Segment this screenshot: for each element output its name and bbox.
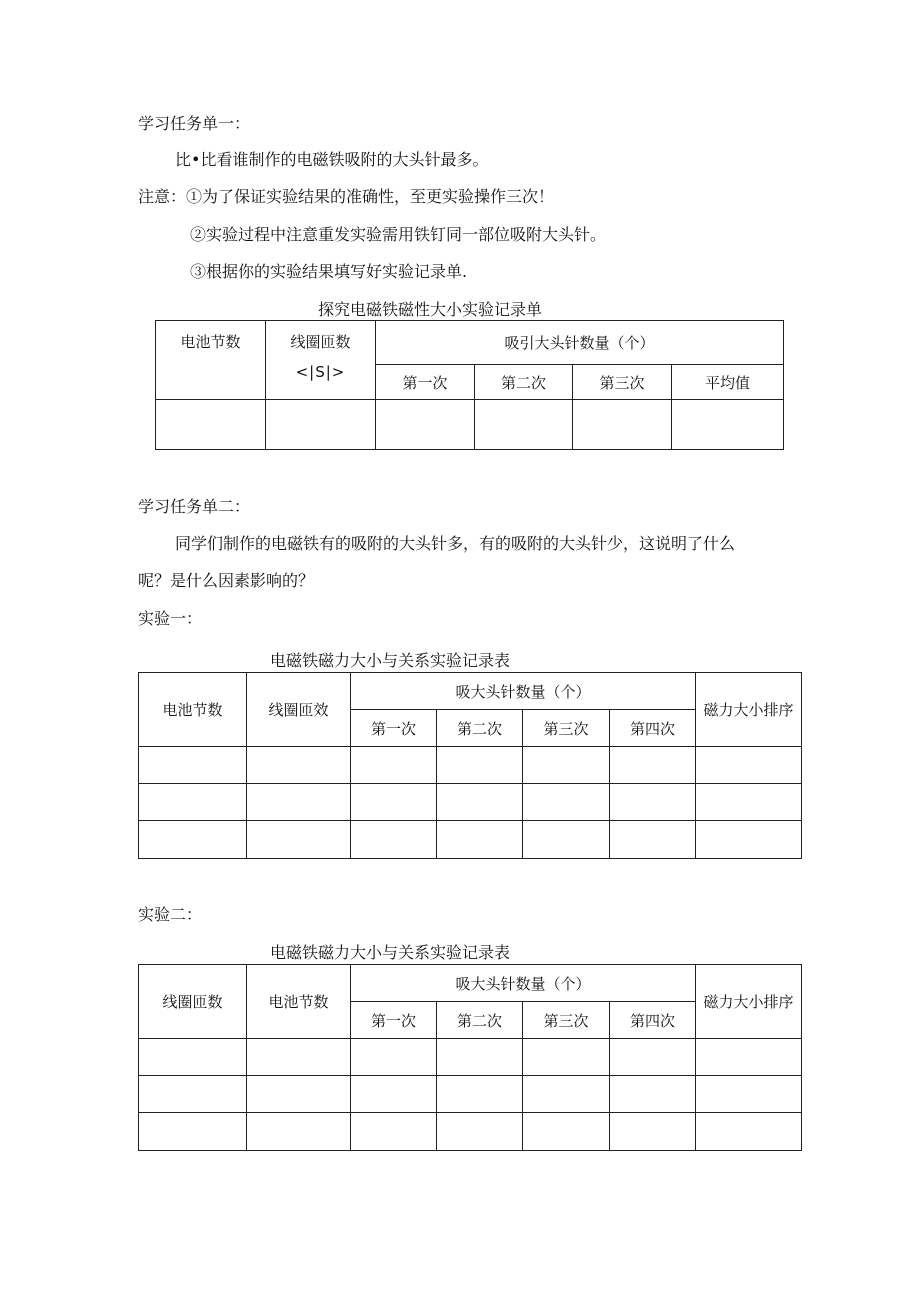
- task1-intro: 比•比看谁制作的电磁铁吸附的大头针最多。: [175, 150, 489, 169]
- table-cell[interactable]: [475, 400, 573, 450]
- trial-4-header: 第四次: [610, 710, 696, 747]
- table-cell[interactable]: [139, 784, 247, 821]
- table-cell[interactable]: [696, 1113, 802, 1151]
- col-coil-turns: 线圈匝数: [139, 965, 247, 1039]
- table-cell[interactable]: [247, 821, 351, 859]
- table-row: [139, 1076, 802, 1113]
- table-cell[interactable]: [351, 821, 437, 859]
- table-cell[interactable]: [610, 1076, 696, 1113]
- exp2-label: 实验二：: [138, 905, 203, 924]
- table-cell[interactable]: [696, 784, 802, 821]
- average-header: 平均值: [672, 365, 784, 400]
- table-cell[interactable]: [672, 400, 784, 450]
- trial-3-header: 第三次: [523, 1002, 610, 1039]
- col-coil-unit: <|S|>: [295, 363, 346, 381]
- task2-question-line1: 同学们制作的电磁铁有的吸附的大头针多，有的吸附的大头针少，这说明了什么: [175, 534, 736, 553]
- table-cell[interactable]: [266, 400, 376, 450]
- table-row: [139, 747, 802, 784]
- task1-heading: 学习任务单一：: [138, 114, 251, 133]
- task1-note-2: ②实验过程中注意重发实验需用铁钉同一部位吸附大头针。: [190, 225, 607, 244]
- col-coil-label: 线圈匝数: [290, 333, 351, 351]
- table3-caption: 电磁铁磁力大小与关系实验记录表: [270, 943, 511, 962]
- table-cell[interactable]: [523, 1113, 610, 1151]
- table-cell[interactable]: [610, 821, 696, 859]
- table-cell[interactable]: [247, 1076, 351, 1113]
- table-row: [156, 400, 784, 450]
- table-row: [139, 821, 802, 859]
- table-cell[interactable]: [139, 1113, 247, 1151]
- table-row: [139, 1039, 802, 1076]
- col-pins-attracted: 吸大头针数量（个）: [351, 965, 696, 1002]
- table-cell[interactable]: [696, 821, 802, 859]
- record-table-2: [138, 672, 802, 859]
- table-cell[interactable]: [437, 1113, 523, 1151]
- col-pins-attracted: 吸引大头针数量（个）: [376, 321, 784, 365]
- table-cell[interactable]: [437, 784, 523, 821]
- table-cell[interactable]: [437, 1039, 523, 1076]
- table2-caption: 电磁铁磁力大小与关系实验记录表: [270, 651, 511, 670]
- table-cell[interactable]: [156, 400, 266, 450]
- trial-1-header: 第一次: [351, 710, 437, 747]
- col-pins-attracted: 吸大头针数量（个）: [351, 673, 696, 710]
- table-cell[interactable]: [139, 1039, 247, 1076]
- col-magnet-strength-rank: 磁力大小排序: [696, 673, 802, 747]
- table-cell[interactable]: [247, 1039, 351, 1076]
- table-cell[interactable]: [610, 1113, 696, 1151]
- table-cell[interactable]: [351, 1113, 437, 1151]
- table-cell[interactable]: [523, 821, 610, 859]
- col-coil-turns: 线圈匝效: [247, 673, 351, 747]
- task1-note-3: ③根据你的实验结果填写好实验记录单.: [190, 262, 468, 281]
- table-cell[interactable]: [610, 1039, 696, 1076]
- col-battery-count: 电池节数: [156, 321, 266, 400]
- table-cell[interactable]: [610, 747, 696, 784]
- trial-2-header: 第二次: [437, 1002, 523, 1039]
- note-label: 注意：: [138, 187, 187, 206]
- table-cell[interactable]: [437, 747, 523, 784]
- table-cell[interactable]: [696, 747, 802, 784]
- table-cell[interactable]: [139, 747, 247, 784]
- table-cell[interactable]: [573, 400, 672, 450]
- table-cell[interactable]: [523, 784, 610, 821]
- record-table-3: [138, 964, 802, 1151]
- task1-note-1: [138, 186, 554, 208]
- table-cell[interactable]: [376, 400, 475, 450]
- table-cell[interactable]: [247, 784, 351, 821]
- table-cell[interactable]: [437, 1076, 523, 1113]
- task2-question-line2: 呢？是什么因素影响的？: [138, 571, 315, 590]
- table-cell[interactable]: [139, 821, 247, 859]
- table-row: [139, 784, 802, 821]
- trial-2-header: 第二次: [437, 710, 523, 747]
- note-text-1: ①为了保证实验结果的准确性，至更实验操作三次！: [186, 187, 555, 206]
- col-magnet-strength-rank: 磁力大小排序: [696, 965, 802, 1039]
- table-cell[interactable]: [351, 1076, 437, 1113]
- table-cell[interactable]: [139, 1076, 247, 1113]
- trial-1-header: 第一次: [376, 365, 475, 400]
- table-cell[interactable]: [247, 747, 351, 784]
- table-cell[interactable]: [247, 1113, 351, 1151]
- table-cell[interactable]: [523, 747, 610, 784]
- col-coil-turns: [266, 321, 376, 400]
- table-cell[interactable]: [523, 1039, 610, 1076]
- table-cell[interactable]: [696, 1076, 802, 1113]
- trial-4-header: 第四次: [610, 1002, 696, 1039]
- task2-heading: 学习任务单二：: [138, 497, 251, 516]
- trial-3-header: 第三次: [573, 365, 672, 400]
- table-cell[interactable]: [437, 821, 523, 859]
- col-battery-count: 电池节数: [139, 673, 247, 747]
- trial-3-header: 第三次: [523, 710, 610, 747]
- table-cell[interactable]: [696, 1039, 802, 1076]
- table-cell[interactable]: [610, 784, 696, 821]
- table-cell[interactable]: [351, 784, 437, 821]
- table-cell[interactable]: [523, 1076, 610, 1113]
- trial-2-header: 第二次: [475, 365, 573, 400]
- exp1-label: 实验一：: [138, 609, 203, 628]
- table-cell[interactable]: [351, 747, 437, 784]
- table-cell[interactable]: [351, 1039, 437, 1076]
- record-table-1: [155, 320, 784, 450]
- col-battery-count: 电池节数: [247, 965, 351, 1039]
- table1-caption: 探究电磁铁磁性大小实验记录单: [318, 300, 543, 319]
- trial-1-header: 第一次: [351, 1002, 437, 1039]
- table-row: [139, 1113, 802, 1151]
